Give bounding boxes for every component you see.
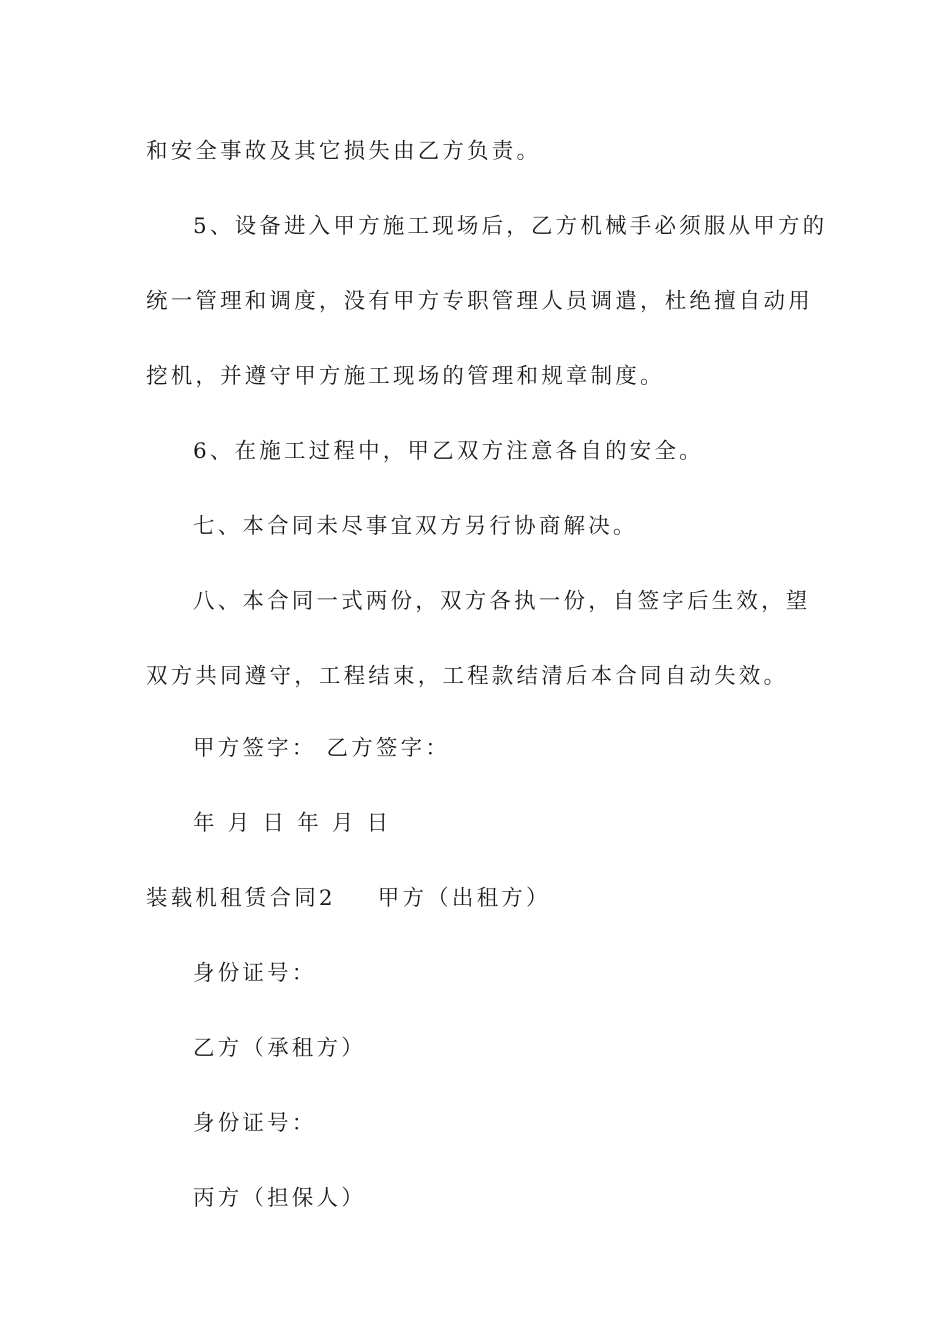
clause-5-line-1: 5、设备进入甲方施工现场后，乙方机械手必须服从甲方的 — [193, 214, 828, 239]
section-8-line-2: 双方共同遵守，工程结束，工程款结清后本合同自动失效。 — [146, 664, 789, 689]
party-b-id-label: 身份证号： — [193, 1111, 317, 1136]
party-c-label: 丙方（担保人） — [193, 1186, 366, 1211]
contract-2-title: 装载机租赁合同2 — [146, 886, 336, 911]
section-8-line-1: 八、本合同一式两份，双方各执一份，自签字后生效，望 — [193, 589, 811, 614]
party-b-label: 乙方（承租方） — [193, 1036, 366, 1061]
paragraph-line: 和安全事故及其它损失由乙方负责。 — [146, 139, 542, 164]
clause-5-line-3: 挖机，并遵守甲方施工现场的管理和规章制度。 — [146, 364, 665, 389]
contract-2-heading — [146, 884, 551, 914]
clause-5-line-2: 统一管理和调度，没有甲方专职管理人员调遣，杜绝擅自动用 — [146, 289, 813, 314]
party-a-id-label: 身份证号： — [193, 961, 317, 986]
section-7: 七、本合同未尽事宜双方另行协商解决。 — [193, 514, 638, 539]
signature-line: 甲方签字： 乙方签字： — [193, 736, 451, 761]
date-line: 年 月 日 年 月 日 — [193, 811, 392, 836]
party-a-label: 甲方（出租方） — [377, 886, 551, 911]
clause-6: 6、在施工过程中，甲乙双方注意各自的安全。 — [193, 439, 704, 464]
